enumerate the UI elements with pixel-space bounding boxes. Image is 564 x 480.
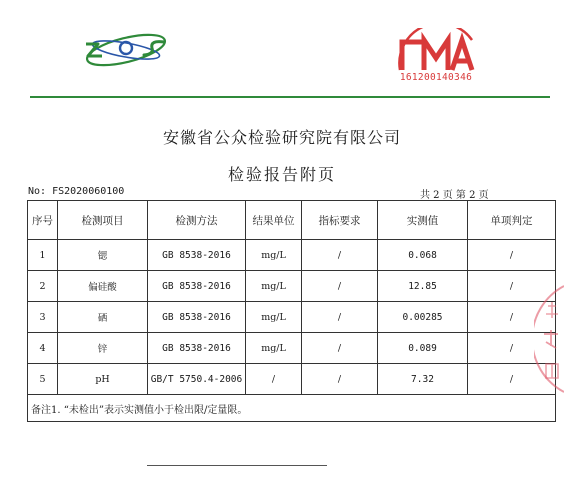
cell-requirement: / <box>302 271 378 302</box>
cell-measured-value: 7.32 <box>378 364 468 395</box>
cell-item: 硒 <box>58 302 148 333</box>
remark-text: 1. “未检出”表示实测值小于检出限/定量限。 <box>51 404 248 416</box>
cell-method: GB 8538-2016 <box>148 302 246 333</box>
cell-measured-value: 0.089 <box>378 333 468 364</box>
cma-certificate-number: 161200140346 <box>399 72 473 83</box>
cell-index: 4 <box>28 333 58 364</box>
table-header-row <box>28 201 556 240</box>
cell-method: GB 8538-2016 <box>148 333 246 364</box>
results-table <box>27 200 556 422</box>
remark-label: 备注 <box>31 404 51 416</box>
cell-item: pH <box>58 364 148 395</box>
cell-requirement: / <box>302 302 378 333</box>
column-header: 实测值 <box>378 201 468 240</box>
column-header: 结果单位 <box>246 201 302 240</box>
cell-requirement: / <box>302 364 378 395</box>
cell-method: GB 8538-2016 <box>148 271 246 302</box>
cell-method: GB/T 5750.4-2006 <box>148 364 246 395</box>
cell-unit: mg/L <box>246 302 302 333</box>
organization-name: 安徽省公众检验研究院有限公司 <box>162 128 401 147</box>
report-number: No: FS2020060100 <box>28 186 125 197</box>
cell-measured-value: 12.85 <box>378 271 468 302</box>
table-row <box>28 240 556 271</box>
cell-method: GB 8538-2016 <box>148 240 246 271</box>
remark-cell <box>28 395 556 422</box>
cell-unit: mg/L <box>246 240 302 271</box>
cell-judgement: / <box>468 271 556 302</box>
cell-item: 锌 <box>58 333 148 364</box>
cell-unit: mg/L <box>246 333 302 364</box>
column-header: 单项判定 <box>468 201 556 240</box>
eqs-logo <box>78 28 174 68</box>
cell-index: 2 <box>28 271 58 302</box>
column-header: 检测项目 <box>58 201 148 240</box>
cell-index: 3 <box>28 302 58 333</box>
cell-unit: / <box>246 364 302 395</box>
cell-judgement: / <box>468 333 556 364</box>
cell-measured-value: 0.00285 <box>378 302 468 333</box>
cell-item: 锶 <box>58 240 148 271</box>
column-header: 检测方法 <box>148 201 246 240</box>
signature-line <box>147 465 327 466</box>
official-seal-fragment <box>534 284 564 394</box>
cell-judgement: / <box>468 302 556 333</box>
table-row <box>28 333 556 364</box>
table-row <box>28 271 556 302</box>
column-header: 指标要求 <box>302 201 378 240</box>
cell-judgement: / <box>468 240 556 271</box>
header-divider <box>30 96 550 98</box>
cell-requirement: / <box>302 240 378 271</box>
page-title: 检验报告附页 <box>227 165 336 184</box>
page-indicator: 共 2 页 第 2 页 <box>420 190 489 201</box>
cell-requirement: / <box>302 333 378 364</box>
table-row <box>28 302 556 333</box>
cell-judgement: / <box>468 364 556 395</box>
cell-unit: mg/L <box>246 271 302 302</box>
table-row <box>28 364 556 395</box>
cell-item: 偏硅酸 <box>58 271 148 302</box>
remark-row <box>28 395 556 422</box>
cell-index: 1 <box>28 240 58 271</box>
cell-index: 5 <box>28 364 58 395</box>
cell-measured-value: 0.068 <box>378 240 468 271</box>
column-header: 序号 <box>28 201 58 240</box>
